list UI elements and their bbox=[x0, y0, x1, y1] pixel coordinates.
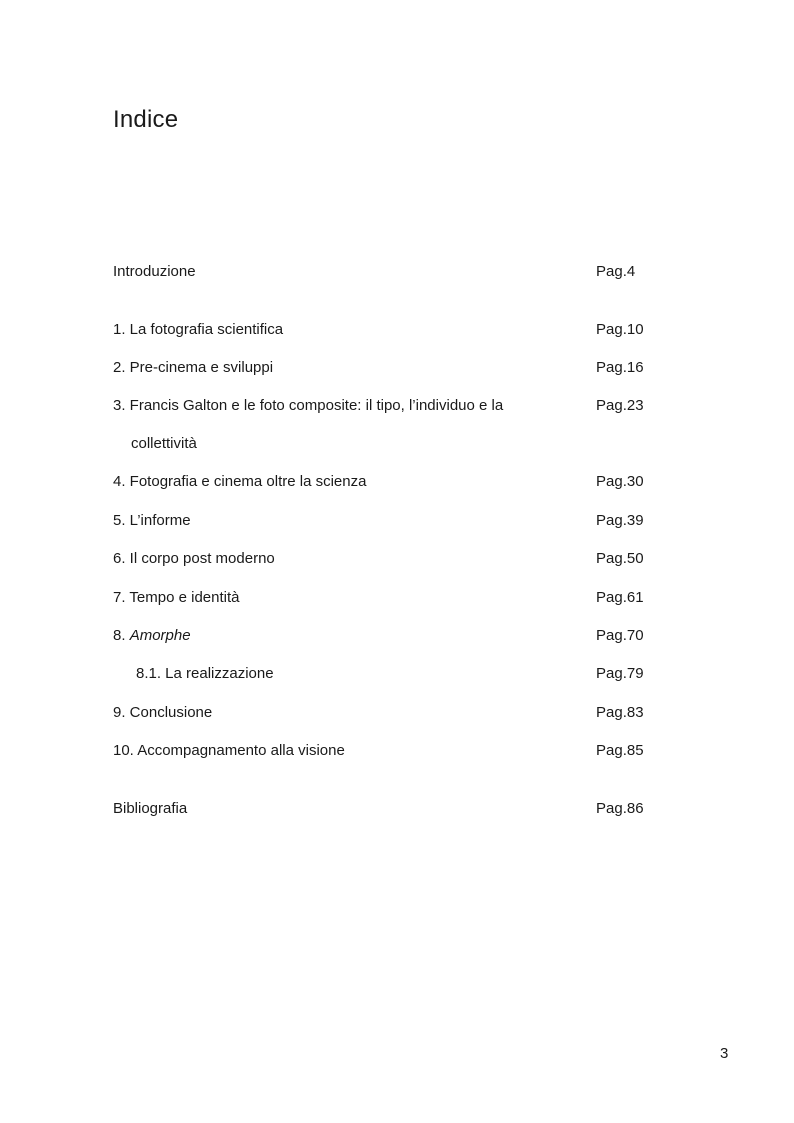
page-title: Indice bbox=[113, 106, 179, 133]
toc-entry-page: Pag.39 bbox=[596, 512, 644, 529]
toc-entry-introduzione bbox=[113, 262, 673, 282]
toc-entry-label: 9. Conclusione bbox=[113, 704, 213, 721]
table-of-contents bbox=[113, 262, 673, 819]
toc-entry-10 bbox=[113, 741, 673, 761]
toc-entry-label: 1. La fotografia scientifica bbox=[113, 321, 284, 338]
toc-entry-page: Pag.16 bbox=[596, 359, 644, 376]
toc-entry-page: Pag.85 bbox=[596, 742, 644, 759]
toc-entry-label-line1: 3. Francis Galton e le foto composite: il tipo, l’individuo e la bbox=[113, 397, 504, 414]
toc-entry-label: 4. Fotografia e cinema oltre la scienza bbox=[113, 473, 367, 490]
toc-entry-1 bbox=[113, 320, 673, 340]
toc-entry-7 bbox=[113, 588, 673, 608]
toc-entry-label: 6. Il corpo post moderno bbox=[113, 550, 275, 567]
toc-entry-page: Pag.79 bbox=[596, 665, 644, 682]
toc-entry-6 bbox=[113, 549, 673, 569]
toc-entry-8 bbox=[113, 626, 673, 646]
toc-entry-label: 10. Accompagnamento alla visione bbox=[113, 742, 345, 759]
toc-entry-2 bbox=[113, 358, 673, 378]
toc-entry-label: Bibliografia bbox=[113, 800, 188, 817]
toc-entry-page: Pag.61 bbox=[596, 589, 644, 606]
toc-entry-page: Pag.70 bbox=[596, 627, 644, 644]
toc-entry-label: 7. Tempo e identità bbox=[113, 589, 240, 606]
toc-entry-number: 8. bbox=[113, 627, 126, 644]
toc-entry-label bbox=[113, 626, 596, 646]
toc-entry-label: 5. L’informe bbox=[113, 512, 191, 529]
toc-entry-page: Pag.4 bbox=[596, 263, 636, 280]
toc-entry-page: Pag.10 bbox=[596, 321, 644, 338]
toc-entry-label-line2: collettività bbox=[131, 435, 197, 452]
toc-entry-9 bbox=[113, 703, 673, 723]
toc-entry-page: Pag.30 bbox=[596, 473, 644, 490]
toc-entry-5 bbox=[113, 511, 673, 531]
toc-entry-page: Pag.86 bbox=[596, 800, 644, 817]
toc-entry-4 bbox=[113, 472, 673, 492]
toc-entry-8-1 bbox=[113, 664, 673, 684]
toc-entry-3 bbox=[113, 396, 673, 454]
toc-entry-label: Introduzione bbox=[113, 263, 196, 280]
toc-entry-title-italic: Amorphe bbox=[129, 627, 191, 644]
toc-entry-bibliografia bbox=[113, 799, 673, 819]
toc-entry-label: 2. Pre-cinema e sviluppi bbox=[113, 359, 274, 376]
toc-entry-label bbox=[113, 396, 596, 454]
toc-entry-page: Pag.23 bbox=[596, 397, 644, 414]
toc-entry-page: Pag.83 bbox=[596, 704, 644, 721]
page-number: 3 bbox=[720, 1045, 729, 1062]
toc-entry-page: Pag.50 bbox=[596, 550, 644, 567]
toc-entry-label: 8.1. La realizzazione bbox=[136, 665, 274, 682]
